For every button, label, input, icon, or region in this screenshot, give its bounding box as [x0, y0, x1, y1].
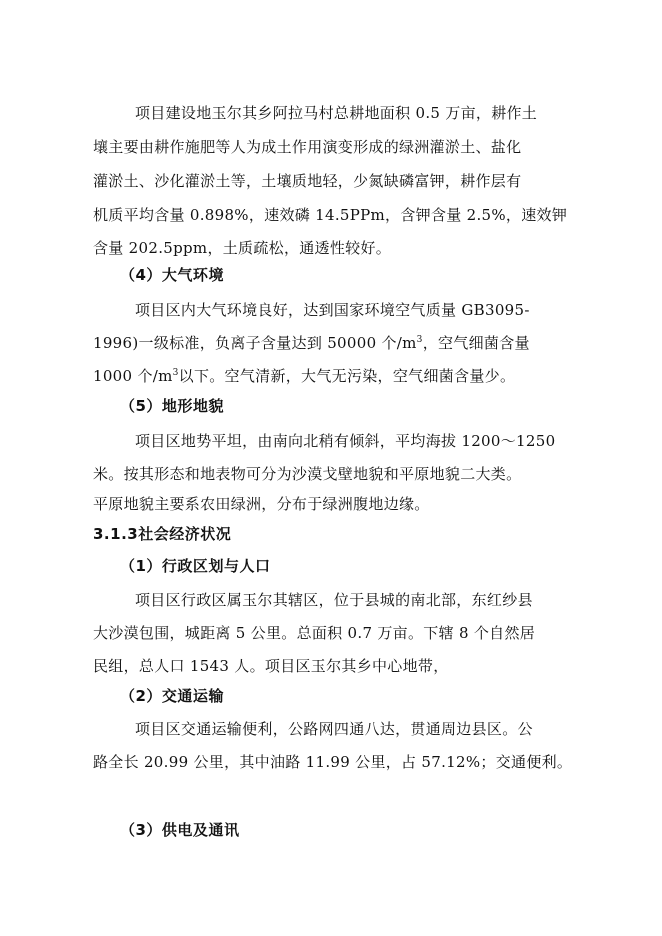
para-terrain-line-1: 项目区地势平坦，由南向北稍有倾斜，平均海拔 1200～1250 — [135, 432, 556, 450]
para-air-line-3: 1000 个$/m^3$以下。空气清新，大气无污染，空气细菌含量少。 — [93, 367, 516, 385]
heading-terrain: （5）地形地貌 — [120, 397, 224, 415]
para-soil-line-5: 含量 202.5ppm，土质疏松，通透性较好。 — [93, 239, 392, 257]
heading-socioeconomic: 3.1.3社会经济状况 — [93, 525, 232, 543]
para-terrain-line-2: 米。按其形态和地表物可分为沙漠戈壁地貌和平原地貌二大类。 — [93, 465, 522, 483]
heading-power-telecom: （3）供电及通讯 — [120, 821, 240, 839]
heading-transport: （2）交通运输 — [120, 687, 224, 705]
para-soil-line-2: 壤主要由耕作施肥等人为成土作用演变形成的绿洲灌淤土、盐化 — [93, 138, 522, 156]
para-air-line-2: 1996)一级标准，负离子含量达到 50000 个$/m^3$，空气细菌含量 — [93, 334, 530, 352]
para-terrain-line-3: 平原地貌主要系农田绿洲，分布于绿洲腹地边缘。 — [93, 495, 430, 513]
heading-admin-population: （1）行政区划与人口 — [120, 557, 271, 575]
para-admin-line-1: 项目区行政区属玉尔其辖区，位于县城的南北部，东红纱县 — [135, 591, 533, 609]
para-transport-line-1: 项目区交通运输便利，公路网四通八达，贯通周边县区。公 — [135, 720, 533, 738]
para-admin-line-3: 民组，总人口 1543 人。项目区玉尔其乡中心地带， — [93, 657, 449, 675]
heading-atmosphere: （4）大气环境 — [120, 266, 224, 284]
para-admin-line-2: 大沙漠包围，城距离 5 公里。总面积 0.7 万亩。下辖 8 个自然居 — [93, 624, 536, 642]
para-soil-line-1: 项目建设地玉尔其乡阿拉马村总耕地面积 0.5 万亩，耕作土 — [135, 104, 538, 122]
para-air-line-1: 项目区内大气环境良好，达到国家环境空气质量 GB3095- — [135, 301, 530, 319]
para-transport-line-2: 路全长 20.99 公里，其中油路 11.99 公里，占 57.12%；交通便利。 — [93, 753, 573, 771]
para-soil-line-4: 机质平均含量 0.898%，速效磷 14.5PPm，含钾含量 2.5%，速效钾 — [93, 206, 568, 224]
para-soil-line-3: 灌淤土、沙化灌淤土等，土壤质地轻，少氮缺磷富钾，耕作层有 — [93, 172, 522, 190]
